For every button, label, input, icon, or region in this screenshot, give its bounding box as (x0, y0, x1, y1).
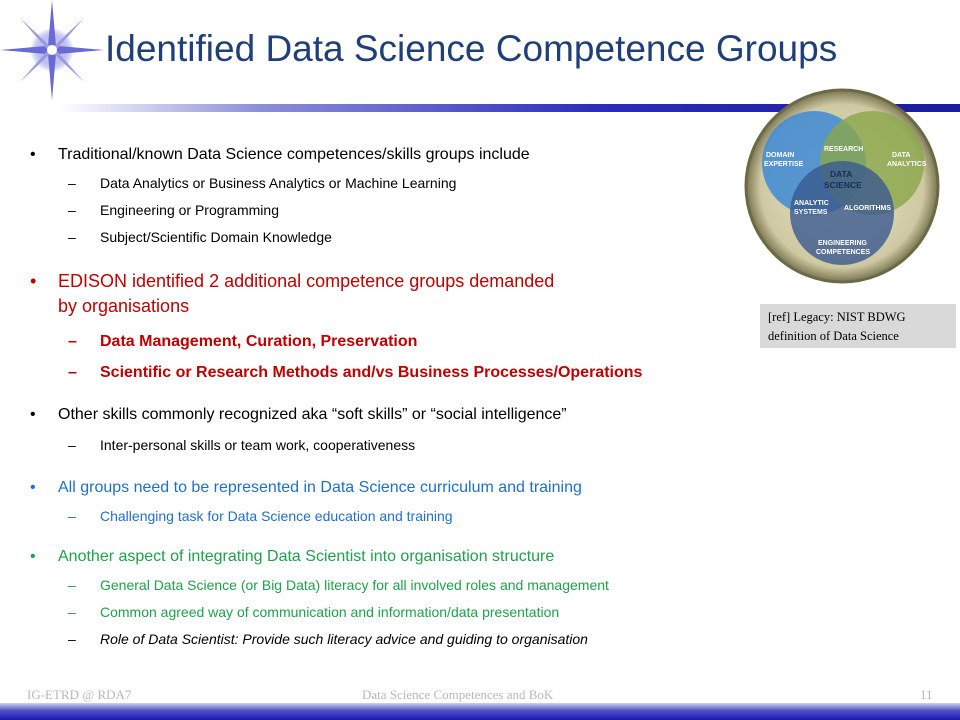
bullet-2-line1: EDISON identified 2 additional competence groups demanded (58, 271, 555, 291)
bullet-4: All groups need to be represented in Data Science curriculum and training (58, 479, 582, 496)
sub-bullet-1-2: Engineering or Programming (100, 202, 279, 218)
sub-bullet-5-1: General Data Science (or Big Data) literacy for all involved roles and management (100, 577, 609, 593)
venn-label: DATA (830, 169, 853, 179)
dash-glyph: – (68, 604, 76, 620)
bullet-glyph: • (30, 271, 37, 291)
sub-bullet-2-2: Scientific or Research Methods and/vs Business Processes/Operations (100, 364, 643, 381)
dash-glyph: – (68, 577, 76, 593)
venn-diagram (744, 87, 940, 285)
venn-label: DATA (892, 152, 911, 159)
dash-glyph: – (68, 229, 76, 245)
reference-box (760, 304, 956, 348)
venn-label: ANALYTICS (887, 161, 927, 168)
dash-glyph: – (68, 631, 76, 647)
dash-glyph: – (68, 437, 76, 453)
sub-bullet-3-1: Inter-personal skills or team work, cooperativeness (100, 437, 416, 453)
dash-glyph: – (68, 508, 76, 524)
venn-label: RESEARCH (824, 146, 864, 153)
reference-text: [ref] Legacy: NIST BDWG definition of Data Science (768, 310, 906, 343)
footer-left: IG-ETRD @ RDA7 (27, 687, 132, 702)
venn-label: COMPETENCES (816, 249, 871, 256)
sub-bullet-1-3: Subject/Scientific Domain Knowledge (100, 229, 332, 245)
bullet-glyph: • (30, 479, 36, 496)
dash-glyph: – (68, 175, 76, 191)
sub-bullet-1-1: Data Analytics or Business Analytics or Machine Learning (100, 175, 457, 191)
sub-bullet-5-3: Role of Data Scientist: Provide such literacy advice and guiding to organisation (100, 631, 588, 647)
venn-label: ENGINEERING (818, 240, 868, 247)
venn-label: DOMAIN (766, 152, 795, 159)
page-title: Identified Data Science Competence Groups (105, 28, 838, 69)
sub-bullet-2-1: Data Management, Curation, Preservation (100, 333, 418, 350)
page-number: 11 (920, 687, 933, 702)
dash-glyph: – (68, 364, 77, 381)
bullet-1: Traditional/known Data Science competences/skills groups include (58, 146, 530, 163)
dash-glyph: – (68, 202, 76, 218)
footer-bar (0, 703, 960, 720)
venn-label: ALGORITHMS (844, 205, 892, 212)
bullet-glyph: • (30, 406, 36, 423)
dash-glyph: – (68, 333, 77, 350)
bullet-3: Other skills commonly recognized aka “soft skills” or “social intelligence” (58, 406, 567, 423)
venn-label: EXPERTISE (764, 161, 804, 168)
bullet-glyph: • (30, 548, 36, 565)
bullet-2-line2: by organisations (58, 296, 190, 316)
bullet-glyph: • (30, 146, 36, 163)
sub-bullet-4-1: Challenging task for Data Science education and training (100, 508, 453, 524)
bullet-5: Another aspect of integrating Data Scientist into organisation structure (58, 548, 555, 565)
venn-label: SYSTEMS (794, 209, 828, 216)
venn-label: SCIENCE (824, 180, 862, 190)
footer-title: Data Science Competences and BoK (362, 687, 554, 702)
sub-bullet-5-2: Common agreed way of communication and information/data presentation (100, 604, 560, 620)
venn-label: ANALYTIC (794, 200, 829, 207)
